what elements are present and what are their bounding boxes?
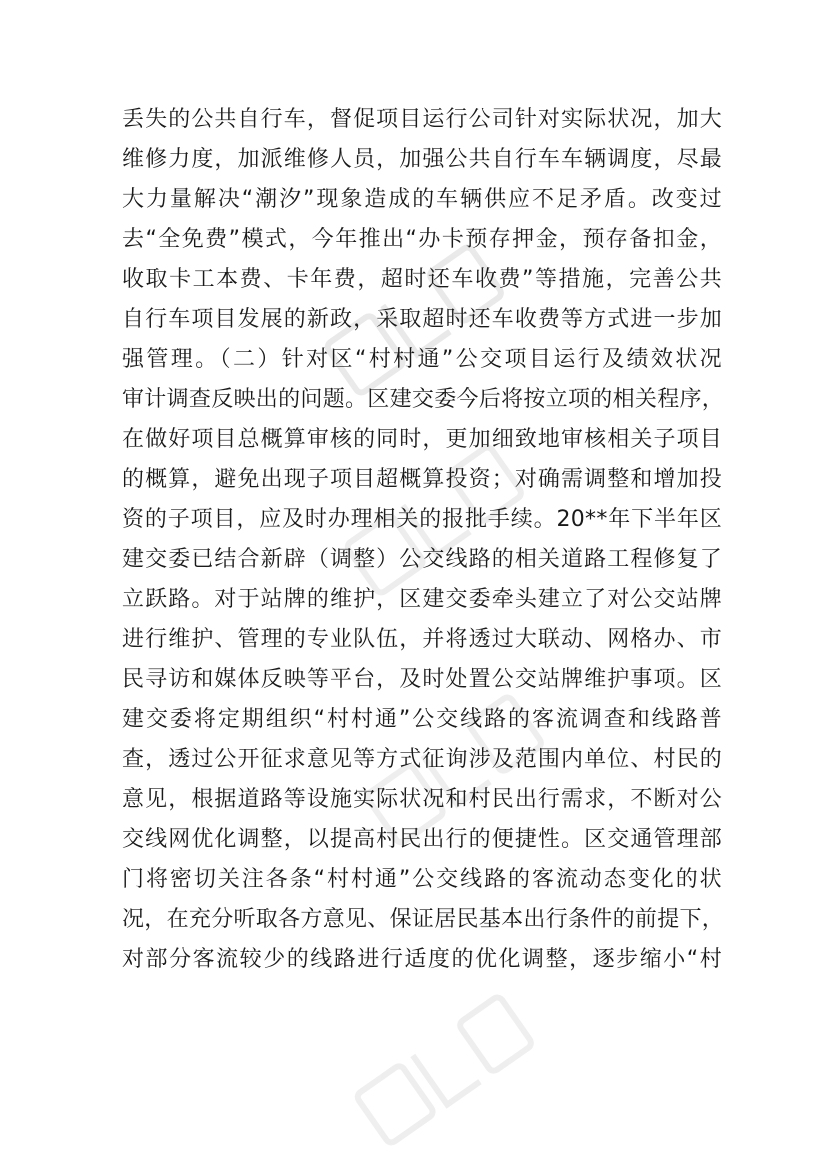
text-line: 审计调查反映出的问题。区建交委今后将按立项的相关程序，: [122, 387, 725, 412]
text-line: 建交委将定期组织“村村通”公交线路的客流调查和线路普: [122, 707, 722, 732]
text-line: 查，透过公开征求意见等方式征询涉及范围内单位、村民的: [122, 747, 722, 772]
body-text: [122, 100, 725, 980]
text-line: 民寻访和媒体反映等平台，及时处置公交站牌维护事项。区: [122, 667, 722, 692]
text-line: 在做好项目总概算审核的同时，更加细致地审核相关子项目: [122, 427, 722, 452]
text-line: 资的子项目，应及时办理相关的报批手续。20**年下半年区: [122, 507, 722, 532]
text-line: 丢失的公共自行车，督促项目运行公司针对实际状况，加大: [122, 107, 722, 132]
text-line: 去“全免费”模式，今年推出“办卡预存押金，预存备扣金，: [122, 227, 722, 252]
text-line: 进行维护、管理的专业队伍，并将透过大联动、网格办、市: [122, 627, 722, 652]
text-line: 大力量解决“潮汐”现象造成的车辆供应不足矛盾。改变过: [122, 187, 722, 212]
text-line: 对部分客流较少的线路进行适度的优化调整，逐步缩小“村: [122, 947, 722, 972]
text-line: 的概算，避免出现子项目超概算投资；对确需调整和增加投: [122, 467, 722, 492]
text-line: 门将密切关注各条“村村通”公交线路的客流动态变化的状: [122, 867, 722, 892]
text-line: 建交委已结合新辟（调整）公交线路的相关道路工程修复了: [122, 547, 722, 572]
text-line: 意见，根据道路等设施实际状况和村民出行需求，不断对公: [122, 787, 722, 812]
text-line: 维修力度，加派维修人员，加强公共自行车车辆调度，尽最: [122, 147, 722, 172]
text-line: 况，在充分听取各方意见、保证居民基本出行条件的前提下，: [122, 907, 725, 932]
text-line: 立跃路。对于站牌的维护，区建交委牵头建立了对公交站牌: [122, 587, 722, 612]
text-line: 强管理。（二）针对区“村村通”公交项目运行及绩效状况: [122, 347, 722, 372]
text-line: 自行车项目发展的新政，采取超时还车收费等方式进一步加: [122, 307, 722, 332]
text-line: 交线网优化调整，以提高村民出行的便捷性。区交通管理部: [122, 827, 722, 852]
text-line: 收取卡工本费、卡年费，超时还车收费”等措施，完善公共: [122, 267, 722, 292]
